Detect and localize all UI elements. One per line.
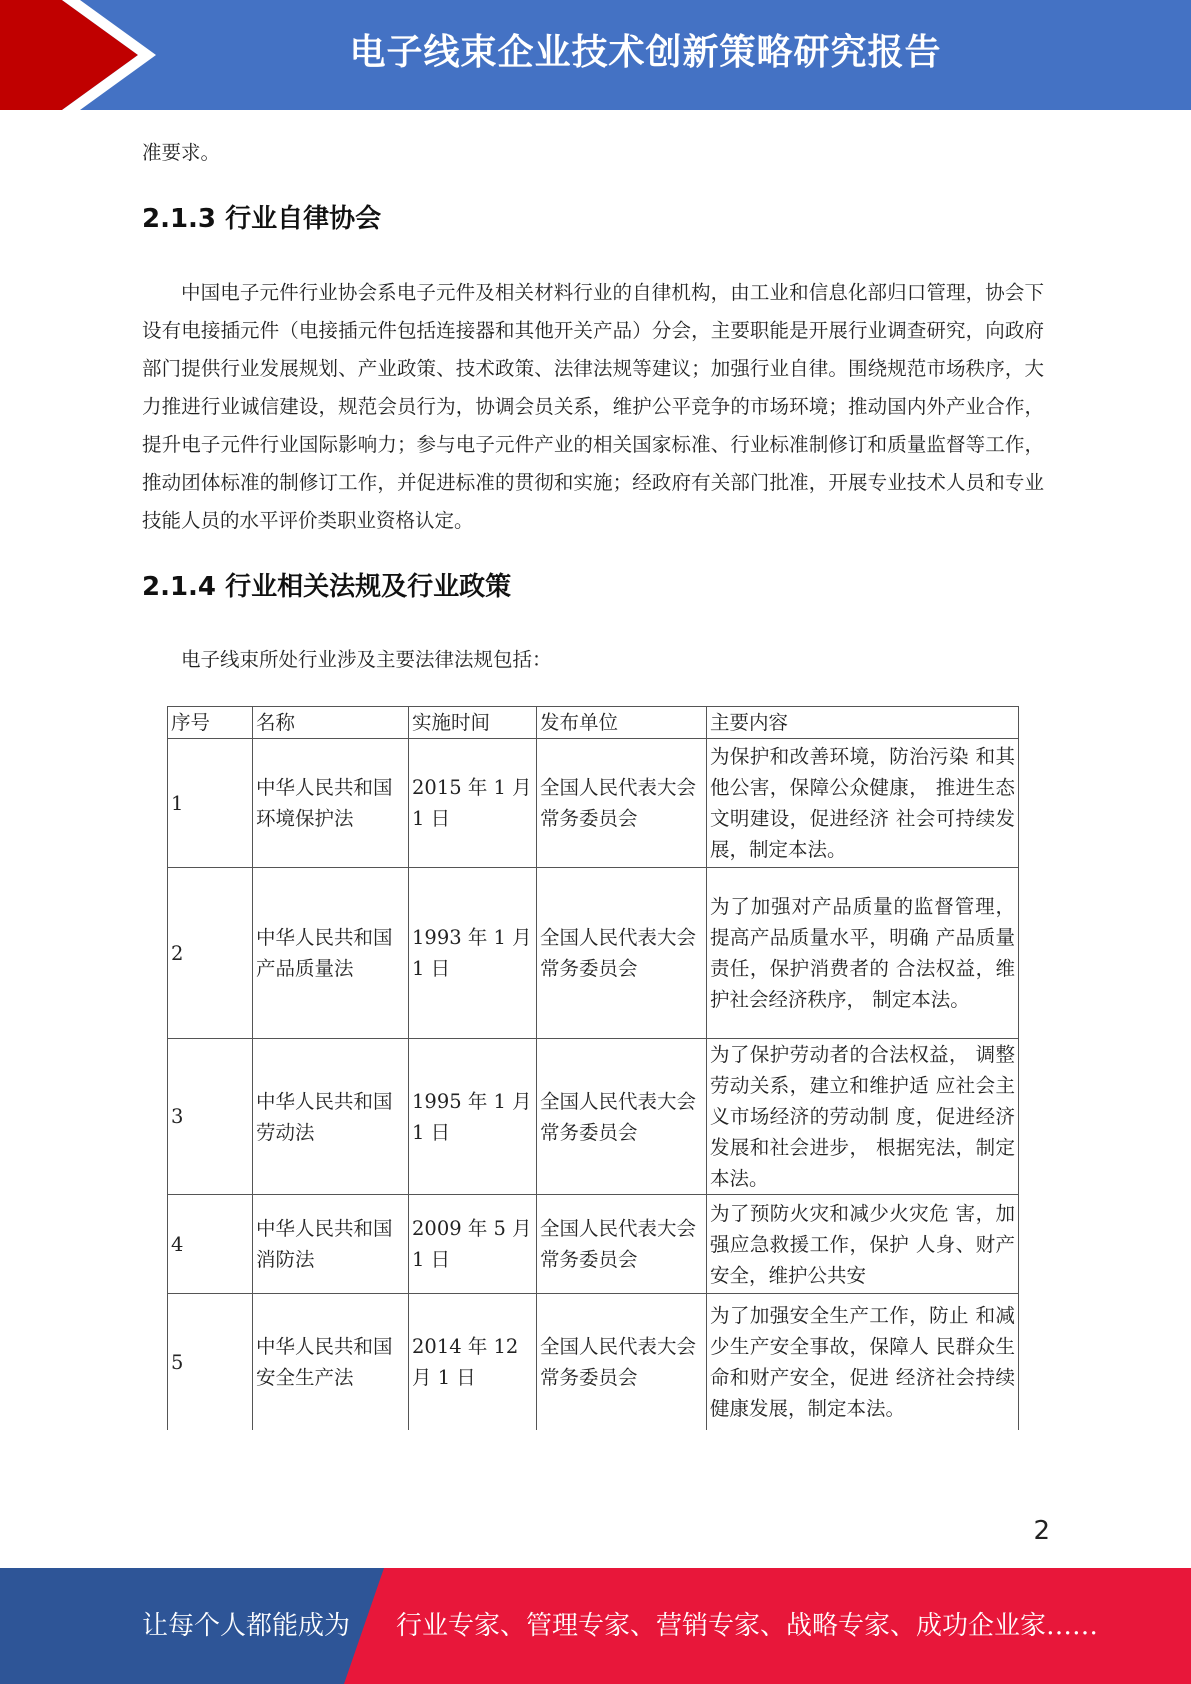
- col-header-no: 序号: [168, 707, 253, 739]
- page-footer: [0, 1568, 1191, 1684]
- table-row: [168, 868, 1019, 1039]
- cell-name: 中华人民共和国劳动法: [253, 1039, 409, 1195]
- cell-no: 3: [168, 1039, 253, 1195]
- cell-date: 1995 年 1 月 1 日: [409, 1039, 537, 1195]
- cell-no: 2: [168, 868, 253, 1039]
- col-header-content: 主要内容: [707, 707, 1019, 739]
- cell-date: 1993 年 1 月 1 日: [409, 868, 537, 1039]
- cell-no: 4: [168, 1195, 253, 1294]
- col-header-date: 实施时间: [409, 707, 537, 739]
- col-header-issuer: 发布单位: [537, 707, 707, 739]
- cell-issuer: 全国人民代表大会常务委员会: [537, 1039, 707, 1195]
- cell-name: 中华人民共和国消防法: [253, 1195, 409, 1294]
- col-header-name: 名称: [253, 707, 409, 739]
- table-row: [168, 1039, 1019, 1195]
- laws-intro: 电子线束所处行业涉及主要法律法规包括：: [181, 648, 552, 671]
- cell-no: 1: [168, 739, 253, 868]
- cell-content: 为了加强安全生产工作，防止 和减少生产安全事故，保障人 民群众生命和财产安全，促进 经济社会持续健康发展，制定本法。: [707, 1294, 1019, 1431]
- footer-slogan-right: 行业专家、管理专家、营销专家、战略专家、成功企业家……: [396, 1611, 1099, 1641]
- report-title: 电子线束企业技术创新策略研究报告: [349, 32, 942, 73]
- table-header-row: [168, 707, 1019, 739]
- section-heading-2-1-4: 2.1.4 行业相关法规及行业政策: [142, 572, 512, 602]
- cell-date: 2014 年 12 月 1 日: [409, 1294, 537, 1431]
- cell-issuer: 全国人民代表大会常务委员会: [537, 1195, 707, 1294]
- cell-issuer: 全国人民代表大会常务委员会: [537, 868, 707, 1039]
- table-row: [168, 1195, 1019, 1294]
- table-row: [168, 739, 1019, 868]
- cell-content: 为了加强对产品质量的监督管理，提高产品质量水平，明确 产品质量责任，保护消费者的 合法权益，维护社会经济秩序， 制定本法。: [707, 868, 1019, 1039]
- section-heading-2-1-3: 2.1.3 行业自律协会: [142, 204, 382, 234]
- cell-name: 中华人民共和国产品质量法: [253, 868, 409, 1039]
- page-header: [0, 0, 1191, 110]
- cell-name: 中华人民共和国环境保护法: [253, 739, 409, 868]
- laws-table: [167, 706, 1019, 1430]
- table-row: [168, 1294, 1019, 1431]
- cell-name: 中华人民共和国安全生产法: [253, 1294, 409, 1431]
- intro-continuation: 准要求。: [142, 141, 221, 164]
- section-paragraph-2-1-3: 中国电子元件行业协会系电子元件及相关材料行业的自律机构，由工业和信息化部归口管理，协会下设有电接插元件（电接插元件包括连接器和其他开关产品）分会，主要职能是开展行业调查研究，向政府部门提供行业发展规划、产业政策、技术政策、法律法规等建议；加强行业自律。围绕规范市场秩序，大力推进行业诚信建设，规范会员行为，协调会员关系，维护公平竞争的市场环境；推动国内外产业合作，提升电子元件行业国际影响力；参与电子元件产业的相关国家标准、行业标准制修订和质量监督等工作，推动团体标准的制修订工作，并促进标准的贯彻和实施；经政府有关部门批准，开展专业技术人员和专业技能人员的水平评价类职业资格认定。: [142, 281, 1044, 532]
- cell-no: 5: [168, 1294, 253, 1431]
- header-chevron-decoration: [0, 0, 160, 110]
- cell-content: 为了保护劳动者的合法权益， 调整劳动关系，建立和维护适 应社会主义市场经济的劳动制 度，促进经济发展和社会进步， 根据宪法，制定本法。: [707, 1039, 1019, 1195]
- cell-content: 为保护和改善环境，防治污染 和其他公害，保障公众健康， 推进生态文明建设，促进经济 社会可持续发展，制定本法。: [707, 739, 1019, 868]
- cell-issuer: 全国人民代表大会常务委员会: [537, 1294, 707, 1431]
- cell-content: 为了预防火灾和减少火灾危 害，加强应急救援工作，保护 人身、财产安全，维护公共安: [707, 1195, 1019, 1294]
- page-number: 2: [1033, 1516, 1050, 1546]
- cell-date: 2015 年 1 月 1 日: [409, 739, 537, 868]
- cell-issuer: 全国人民代表大会常务委员会: [537, 739, 707, 868]
- footer-slogan-left: 让每个人都能成为: [142, 1611, 351, 1641]
- cell-date: 2009 年 5 月 1 日: [409, 1195, 537, 1294]
